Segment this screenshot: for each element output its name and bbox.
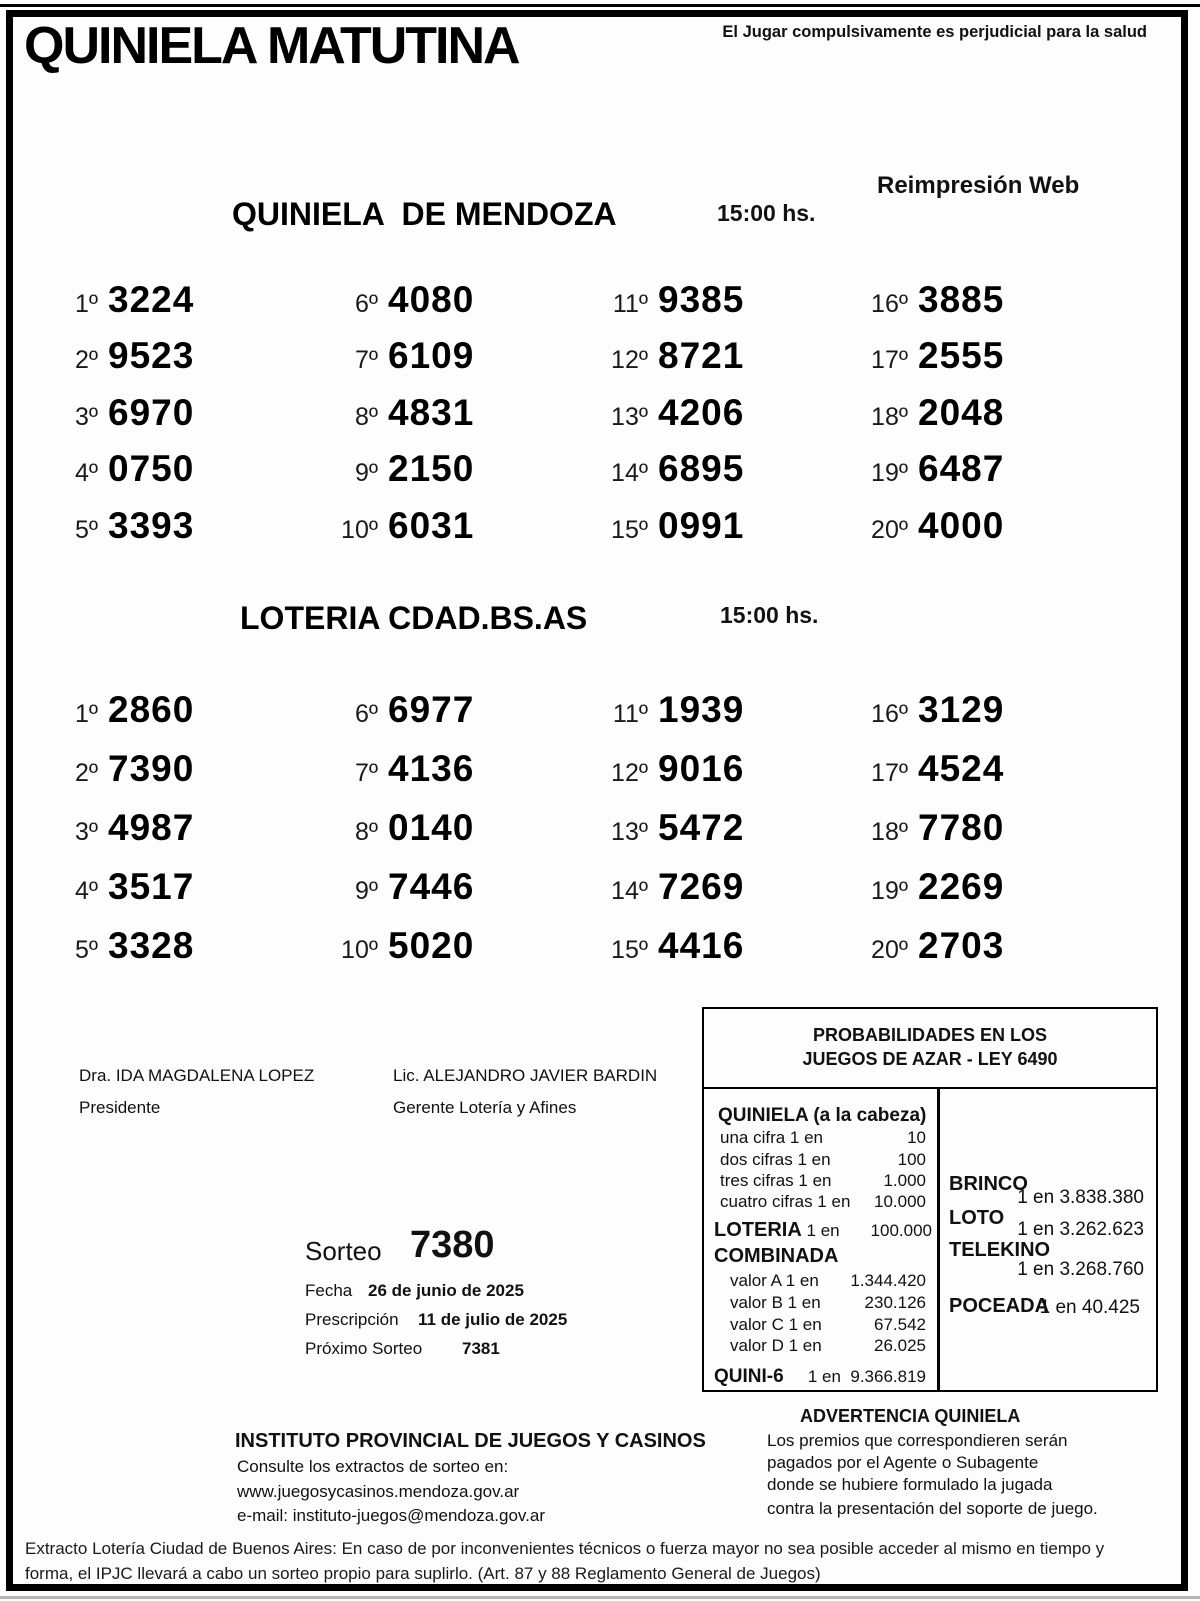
result-position: 18º (871, 818, 908, 846)
result-position: 20º (871, 516, 908, 544)
result-position: 9º (354, 877, 378, 905)
result-number: 9523 (108, 335, 195, 376)
result-position: 13º (611, 818, 648, 846)
result-number: 4136 (388, 748, 475, 789)
result-number: 2555 (918, 335, 1005, 376)
reprint-label: Reimpresión Web (877, 172, 1080, 199)
result-cell (596, 504, 744, 548)
result-cell (596, 865, 744, 909)
quini6-odds-row (714, 1366, 926, 1388)
result-position: 17º (871, 759, 908, 787)
odds-row (720, 1128, 926, 1148)
odds-label: tres cifras 1 en (720, 1171, 832, 1190)
result-position: 10º (341, 516, 378, 544)
result-number: 3224 (108, 279, 195, 320)
result-number: 5020 (388, 925, 475, 966)
odds-value: 10 (907, 1128, 926, 1147)
advertencia-line: Los premios que correspondieren serán (767, 1431, 1068, 1450)
odds-row (730, 1293, 926, 1313)
top-rule (0, 4, 1200, 7)
result-number: 4416 (658, 925, 745, 966)
bottom-scan-line (0, 1596, 1200, 1599)
result-number: 8721 (658, 335, 745, 376)
odds-label: valor D 1 en (730, 1336, 822, 1355)
result-number: 0991 (658, 505, 745, 546)
result-cell (596, 747, 744, 791)
result-cell (326, 447, 474, 491)
result-cell (596, 924, 744, 968)
advertencia-line: pagados por el Agente o Subagente (767, 1453, 1039, 1472)
result-position: 13º (611, 403, 648, 431)
odds-row (730, 1271, 926, 1291)
signature-name-manager: Lic. ALEJANDRO JAVIER BARDIN (393, 1066, 658, 1085)
result-position: 11º (612, 290, 648, 318)
result-number: 2269 (918, 866, 1005, 907)
result-cell (856, 806, 1004, 850)
result-position: 2º (74, 346, 98, 374)
odds-row (730, 1315, 926, 1335)
result-number: 6970 (108, 392, 195, 433)
odds-label: dos cifras 1 en (720, 1150, 831, 1169)
probabilities-divider-h (704, 1087, 1156, 1089)
odds-value: 67.542 (874, 1315, 926, 1334)
result-cell (326, 391, 474, 435)
result-position: 6º (354, 290, 378, 318)
result-position: 19º (871, 459, 908, 487)
probabilities-box (702, 1007, 1158, 1392)
result-number: 9385 (658, 279, 745, 320)
odds-value: 10.000 (874, 1192, 926, 1211)
prescripcion-label: Prescripción (305, 1310, 399, 1329)
result-number: 4080 (388, 279, 475, 320)
result-position: 4º (74, 459, 98, 487)
result-position: 2º (74, 759, 98, 787)
result-number: 6487 (918, 448, 1005, 489)
odds-label: valor B 1 en (730, 1293, 821, 1312)
advertencia-title: ADVERTENCIA QUINIELA (800, 1406, 1021, 1426)
odds-row (720, 1192, 926, 1212)
sorteo-number: 7380 (410, 1224, 495, 1266)
result-number: 6109 (388, 335, 475, 376)
result-cell (46, 391, 194, 435)
result-cell (46, 278, 194, 322)
loteria-odds-value: 100.000 (870, 1221, 932, 1240)
odds-label: cuatro cifras 1 en (720, 1192, 851, 1211)
result-cell (46, 447, 194, 491)
result-number: 9016 (658, 748, 745, 789)
result-cell (46, 747, 194, 791)
odds-label: valor A 1 en (730, 1271, 819, 1290)
result-number: 4987 (108, 807, 195, 848)
institute-consult-line: Consulte los extractos de sorteo en: (237, 1457, 509, 1476)
result-number: 4524 (918, 748, 1005, 789)
result-cell (46, 924, 194, 968)
result-cell (596, 278, 744, 322)
odds-row (720, 1171, 926, 1191)
result-position: 3º (74, 403, 98, 431)
result-position: 14º (611, 877, 648, 905)
result-cell (46, 504, 194, 548)
result-position: 18º (871, 403, 908, 431)
result-cell (326, 806, 474, 850)
proximo-sorteo-label: Próximo Sorteo (305, 1339, 423, 1358)
result-number: 7780 (918, 807, 1005, 848)
result-position: 12º (611, 759, 648, 787)
odds-label: una cifra 1 en (720, 1128, 824, 1147)
loto-value: 1 en 3.262.623 (1017, 1219, 1144, 1240)
quini6-label: QUINI-6 (714, 1366, 784, 1387)
result-cell (856, 865, 1004, 909)
health-warning: El Jugar compulsivamente es perjudicial para la salud (722, 23, 1147, 41)
sorteo-label: Sorteo (305, 1236, 382, 1266)
mendoza-title: QUINIELA DE MENDOZA (232, 196, 617, 232)
result-cell (326, 924, 474, 968)
result-position: 20º (871, 936, 908, 964)
result-cell (596, 806, 744, 850)
result-position: 6º (354, 700, 378, 728)
result-number: 4206 (658, 392, 745, 433)
page-title: QUINIELA MATUTINA (24, 17, 519, 75)
result-number: 0140 (388, 807, 475, 848)
result-number: 6895 (658, 448, 745, 489)
result-position: 19º (871, 877, 908, 905)
result-number: 3885 (918, 279, 1005, 320)
result-cell (326, 747, 474, 791)
result-position: 7º (354, 346, 378, 374)
telekino-value: 1 en 3.268.760 (1017, 1259, 1144, 1280)
advertencia-line: contra la presentación del soporte de juego. (767, 1499, 1098, 1518)
signature-role-president: Presidente (79, 1098, 161, 1117)
result-number: 2150 (388, 448, 475, 489)
result-position: 7º (354, 759, 378, 787)
result-position: 8º (354, 403, 378, 431)
result-cell (46, 688, 194, 732)
odds-value: 100 (897, 1150, 926, 1169)
result-cell (596, 688, 744, 732)
result-cell (596, 334, 744, 378)
result-number: 1939 (658, 689, 745, 730)
result-cell (856, 747, 1004, 791)
telekino-label: TELEKINO (949, 1239, 1051, 1261)
result-cell (856, 504, 1004, 548)
bsas-title: LOTERIA CDAD.BS.AS (240, 600, 588, 636)
result-cell (46, 334, 194, 378)
signature-role-manager: Gerente Lotería y Afines (393, 1098, 577, 1117)
result-cell (326, 504, 474, 548)
result-number: 7269 (658, 866, 745, 907)
probabilities-divider-v (937, 1087, 940, 1390)
brinco-label: BRINCO (949, 1173, 1028, 1195)
odds-row (730, 1336, 926, 1356)
prescripcion-value: 11 de julio de 2025 (418, 1310, 568, 1329)
loto-label: LOTO (949, 1207, 1005, 1229)
advertencia-line: donde se hubiere formulado la jugada (767, 1475, 1053, 1494)
footer-disclaimer-line1: Extracto Lotería Ciudad de Buenos Aires: En caso de por inconvenientes técnicos o fuerza mayor no sea posible acceder al mismo en tiempo y (25, 1539, 1105, 1558)
result-position: 15º (611, 936, 648, 964)
result-number: 3393 (108, 505, 195, 546)
proximo-sorteo-value: 7381 (462, 1339, 500, 1358)
odds-value: 26.025 (874, 1336, 926, 1355)
result-number: 7446 (388, 866, 475, 907)
result-cell (856, 688, 1004, 732)
result-number: 4000 (918, 505, 1005, 546)
loteria-odds-mid: 1 en (806, 1221, 840, 1240)
result-number: 6031 (388, 505, 475, 546)
result-position: 14º (611, 459, 648, 487)
combinada-header: COMBINADA (714, 1245, 839, 1267)
result-position: 1º (74, 700, 98, 728)
result-position: 9º (354, 459, 378, 487)
result-position: 1º (74, 290, 98, 318)
result-number: 2703 (918, 925, 1005, 966)
brinco-value: 1 en 3.838.380 (1017, 1187, 1144, 1208)
quiniela-odds-header: QUINIELA (a la cabeza) (718, 1105, 927, 1126)
result-cell (326, 278, 474, 322)
institute-name: INSTITUTO PROVINCIAL DE JUEGOS Y CASINOS (235, 1430, 706, 1452)
result-cell (596, 391, 744, 435)
loteria-odds-label: LOTERIA (714, 1219, 802, 1241)
result-cell (856, 447, 1004, 491)
poceada-label: POCEADA (949, 1295, 1050, 1317)
result-position: 16º (871, 700, 908, 728)
result-position: 10º (341, 936, 378, 964)
result-position: 12º (611, 346, 648, 374)
fecha-value: 26 de junio de 2025 (368, 1281, 524, 1300)
result-number: 2860 (108, 689, 195, 730)
result-position: 4º (74, 877, 98, 905)
result-cell (326, 688, 474, 732)
probabilities-title-line2: JUEGOS DE AZAR - LEY 6490 (802, 1049, 1058, 1069)
result-number: 5472 (658, 807, 745, 848)
result-position: 5º (74, 516, 98, 544)
institute-email: e-mail: instituto-juegos@mendoza.gov.ar (237, 1506, 545, 1525)
result-cell (856, 391, 1004, 435)
quini6-value: 1 en 9.366.819 (807, 1367, 926, 1386)
result-number: 7390 (108, 748, 195, 789)
result-number: 4831 (388, 392, 475, 433)
mendoza-time: 15:00 hs. (717, 200, 816, 226)
result-cell (596, 447, 744, 491)
result-number: 0750 (108, 448, 195, 489)
odds-label: valor C 1 en (730, 1315, 822, 1334)
result-position: 11º (612, 700, 648, 728)
result-number: 3129 (918, 689, 1005, 730)
result-cell (856, 334, 1004, 378)
institute-website: www.juegosycasinos.mendoza.gov.ar (237, 1482, 520, 1501)
result-cell (856, 924, 1004, 968)
result-number: 2048 (918, 392, 1005, 433)
result-number: 3517 (108, 866, 195, 907)
result-position: 5º (74, 936, 98, 964)
signature-name-president: Dra. IDA MAGDALENA LOPEZ (79, 1066, 315, 1085)
fecha-label: Fecha (305, 1281, 353, 1300)
probabilities-title-line1: PROBABILIDADES EN LOS (812, 1025, 1048, 1045)
result-cell (46, 806, 194, 850)
result-position: 3º (74, 818, 98, 846)
result-position: 17º (871, 346, 908, 374)
result-position: 8º (354, 818, 378, 846)
odds-value: 1.344.420 (850, 1271, 926, 1290)
odds-row (720, 1150, 926, 1170)
result-cell (46, 865, 194, 909)
result-cell (326, 334, 474, 378)
odds-value: 1.000 (883, 1171, 926, 1190)
result-cell (326, 865, 474, 909)
result-cell (856, 278, 1004, 322)
bsas-time: 15:00 hs. (720, 602, 819, 628)
result-number: 3328 (108, 925, 195, 966)
footer-disclaimer-line2: forma, el IPJC llevará a cabo un sorteo propio para suplirlo. (Art. 87 y 88 Reglamento General de Juegos) (25, 1564, 821, 1583)
result-position: 16º (871, 290, 908, 318)
result-number: 6977 (388, 689, 475, 730)
result-position: 15º (611, 516, 648, 544)
poceada-value: 1 en 40.425 (1039, 1297, 1140, 1318)
loteria-odds-row (714, 1219, 932, 1242)
odds-value: 230.126 (864, 1293, 926, 1312)
